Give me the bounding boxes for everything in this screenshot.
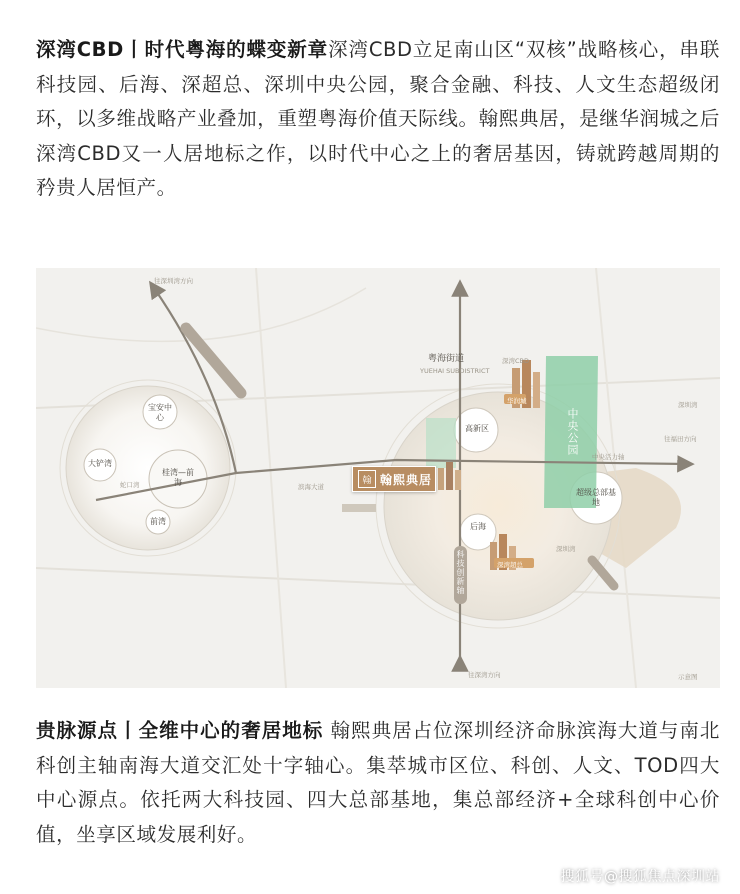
label-central-axis: 中央活力轴 xyxy=(592,453,625,461)
label-central-park: 中央公园 xyxy=(566,408,579,456)
paragraph-location-core xyxy=(36,714,720,852)
label-gaoxin: 高新区 xyxy=(465,424,489,433)
label-shenwan-cbd: 深湾CBD xyxy=(502,357,530,365)
label-baoan-center: 宝安中心 xyxy=(148,403,172,422)
label-guiwan-qianhai: 桂湾—前海 xyxy=(162,468,194,487)
label-note: 示意图 xyxy=(678,673,698,681)
label-top-direction: 往深圳湾方向 xyxy=(154,277,193,285)
label-houhai: 后海 xyxy=(470,522,486,531)
label-binhai-road: 滨海大道 xyxy=(298,483,324,491)
project-logo: 翰 xyxy=(358,470,376,488)
paragraph-body: 翰熙典居占位深圳经济命脉滨海大道与南北科创主轴南海大道交汇处十字轴心。集萃城市区位、科创、人文、TOD四大中心源点。依托两大科技园、四大总部基地，集总部经济+全球科创中心价值，坐享区域发展利好。 xyxy=(36,719,720,846)
label-right-mid: 往福田方向 xyxy=(664,435,697,443)
label-dachan-bay: 大铲湾 xyxy=(88,459,112,468)
paragraph-lead: 深湾CBD丨时代粤海的蝶变新章 xyxy=(36,38,329,61)
paragraph-lead: 贵脉源点丨全维中心的奢居地标 xyxy=(36,719,324,742)
label-huarun: 华润城 xyxy=(507,397,527,405)
project-name: 翰熙典居 xyxy=(380,472,433,487)
label-shenzhen-bay: 深圳湾 xyxy=(556,545,576,553)
paragraph-body: 深湾CBD立足南山区“双核”战略核心，串联科技园、后海、深超总、深圳中央公园，聚合金融、科技、人文生态超级闭环，以多维战略产业叠加，重塑粤海价值天际线。翰熙典居，是继华润城之后深湾CBD又一人居地标之作，以时代中心之上的奢居基因，铸就跨越周期的矜贵人居恒产。 xyxy=(36,38,720,199)
label-houhai-hub: 深湾超总 xyxy=(497,561,523,569)
label-qianwan: 前湾 xyxy=(150,517,166,526)
label-super-hq: 超级总部基地 xyxy=(576,488,616,507)
label-district: 粤海街道 xyxy=(428,354,465,364)
label-tech-axis: 科技创新轴 xyxy=(456,550,465,595)
label-shekou-bay: 蛇口湾 xyxy=(120,481,140,489)
paragraph-shenwan-cbd xyxy=(36,33,720,206)
label-district-en: YUEHAI SUBDISTRICT xyxy=(420,367,490,375)
location-map xyxy=(36,268,720,688)
label-right-top: 深圳湾 xyxy=(678,401,698,409)
label-bottom-direction: 往深湾方向 xyxy=(468,671,501,679)
project-badge xyxy=(352,466,436,492)
watermark: 搜狐号@搜狐焦点深圳站 xyxy=(560,869,720,885)
